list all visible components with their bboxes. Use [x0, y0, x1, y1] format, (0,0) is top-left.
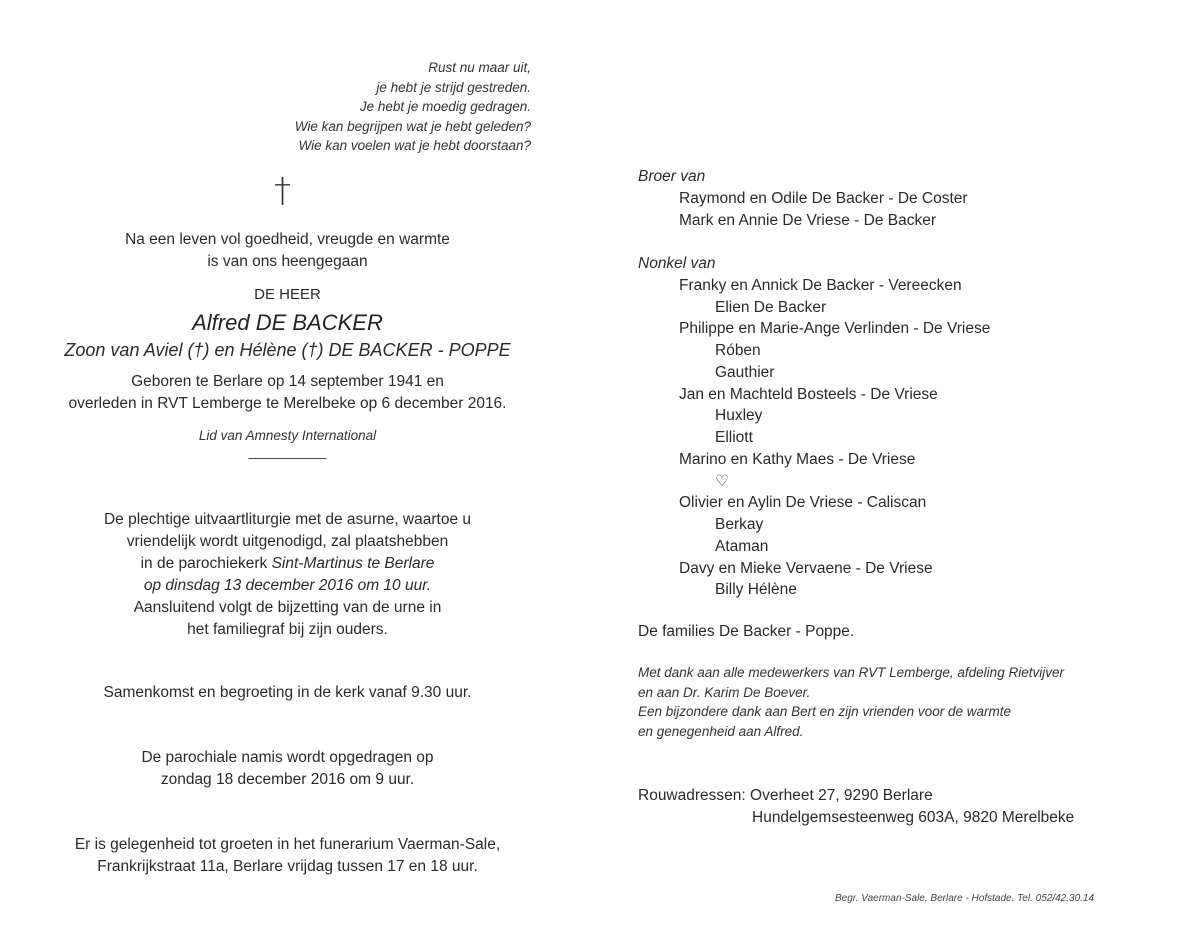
funeral-home-info	[40, 834, 535, 878]
intro-line: is van ons heengegaan	[207, 253, 368, 270]
service-info	[40, 509, 535, 641]
mass-line: De parochiale namis wordt opgedragen op	[141, 749, 434, 766]
deceased-name: Alfred DE BACKER	[192, 310, 383, 335]
family-child: Elliott	[715, 429, 753, 446]
thanks-text	[638, 663, 1064, 741]
birth-death-info	[40, 371, 535, 415]
died-line: overleden in RVT Lemberge te Merelbeke op 6 december 2016.	[68, 395, 507, 412]
condolence-address	[638, 785, 1074, 829]
thanks-line: en genegenheid aan Alfred.	[638, 723, 804, 739]
divider: __________	[248, 443, 327, 459]
poem-line: Wie kan voelen wat je hebt doorstaan?	[298, 138, 531, 153]
service-line: De plechtige uitvaartliturgie met de asurne, waartoe u	[103, 511, 472, 528]
service-line: het familiegraf bij zijn ouders.	[187, 621, 388, 638]
membership: Lid van Amnesty International	[198, 428, 377, 443]
family-child: Róben	[715, 342, 761, 359]
service-line: Aansluitend volgt de bijzetting van de urne in	[133, 599, 442, 616]
address-line-1	[638, 785, 1074, 807]
families-line: De families De Backer - Poppe.	[638, 623, 855, 640]
meeting-info: Samenkomst en begroeting in de kerk vanaf 9.30 uur.	[103, 684, 472, 701]
mass-info	[40, 747, 535, 791]
heart-icon: ♡	[715, 472, 729, 490]
spacer	[638, 231, 990, 253]
family-child: Berkay	[715, 516, 764, 533]
family-parents: Davy en Mieke Vervaene - De Vriese	[679, 559, 933, 577]
service-church-prefix: in de parochiekerk	[140, 555, 272, 572]
funeral-line: Er is gelegenheid tot groeten in het funerarium Vaerman-Sale,	[74, 836, 501, 853]
family-child: Billy Hélène	[715, 581, 797, 599]
thanks-line: Een bijzondere dank aan Bert en zijn vrienden voor de warmte	[638, 704, 1011, 719]
poem-line: Je hebt je moedig gedragen.	[359, 99, 531, 114]
church-name: Sint-Martinus te Berlare	[271, 555, 435, 572]
relatives-list	[638, 166, 990, 601]
sibling-entry: Mark en Annie De Vriese - De Backer	[679, 211, 937, 229]
poem-line: je hebt je strijd gestreden.	[376, 79, 531, 95]
brother-of-header: Broer van	[638, 168, 706, 185]
service-datetime: op dinsdag 13 december 2016 om 10 uur.	[143, 577, 432, 594]
born-line: Geboren te Berlare op 14 september 1941 en	[131, 373, 444, 390]
poem-line: Rust nu maar uit,	[428, 60, 531, 75]
poem-line: Wie kan begrijpen wat je hebt geleden?	[294, 118, 531, 134]
address-line-2: Hundelgemsesteenweg 603A, 9820 Merelbeke	[752, 808, 1075, 826]
family-child: Elien De Backer	[715, 298, 827, 316]
address-label: Rouwadressen:	[638, 787, 751, 804]
cross-icon: †	[274, 171, 291, 211]
family-parents: Franky en Annick De Backer - Vereecken	[679, 276, 962, 294]
family-parents: Philippe en Marie-Ange Verlinden - De Vriese	[679, 320, 991, 338]
intro-text	[40, 229, 535, 273]
thanks-line: Met dank aan alle medewerkers van RVT Lemberge, afdeling Rietvijver	[638, 665, 1064, 680]
sibling-entry: Raymond en Odile De Backer - De Coster	[679, 189, 968, 207]
undertaker-credit: Begr. Vaerman-Sale, Berlare - Hofstade. Tel. 052/42.30.14	[835, 893, 1095, 904]
family-parents: Marino en Kathy Maes - De Vriese	[679, 450, 916, 468]
poem	[200, 58, 531, 156]
address-value: Overheet 27, 9290 Berlare	[750, 787, 933, 804]
family-parents: Olivier en Aylin De Vriese - Caliscan	[679, 494, 927, 512]
service-line: vriendelijk wordt uitgenodigd, zal plaatshebben	[126, 533, 449, 550]
mass-line: zondag 18 december 2016 om 9 uur.	[160, 771, 415, 788]
uncle-of-header: Nonkel van	[638, 255, 716, 272]
family-child: Gauthier	[715, 363, 775, 381]
honorific: DE HEER	[254, 286, 321, 303]
family-child: Ataman	[715, 537, 769, 555]
funeral-line: Frankrijkstraat 11a, Berlare vrijdag tussen 17 en 18 uur.	[97, 858, 478, 875]
service-line	[40, 553, 535, 575]
family-child: Huxley	[715, 407, 763, 425]
family-parents: Jan en Machteld Bosteels - De Vriese	[679, 385, 938, 403]
parents-line: Zoon van Aviel (†) en Hélène (†) DE BACKER - POPPE	[64, 340, 511, 360]
thanks-line: en aan Dr. Karim De Boever.	[638, 684, 811, 700]
intro-line: Na een leven vol goedheid, vreugde en warmte	[125, 231, 450, 248]
